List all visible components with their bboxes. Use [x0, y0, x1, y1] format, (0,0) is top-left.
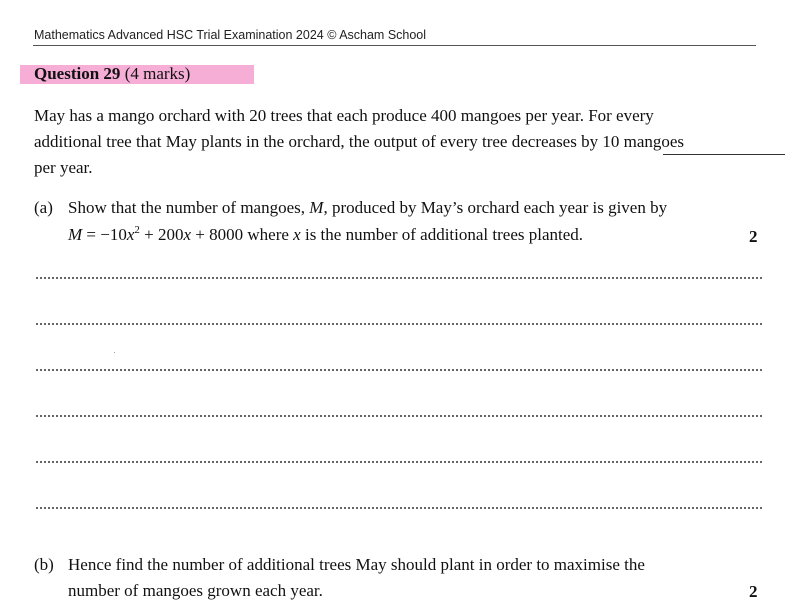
- part-b-line-1: Hence find the number of additional trees May should plant in order to maximise the: [68, 555, 645, 574]
- part-b-label: (b): [34, 555, 54, 574]
- intro-line-2: additional tree that May plants in the orchard, the output of every tree decreases by 10 mangoes: [34, 132, 685, 151]
- scan-speck: [114, 352, 115, 353]
- question-heading: [34, 64, 190, 84]
- answer-line[interactable]: [36, 507, 762, 509]
- part-a-equation: $M = -10x^2 + 200x + 8000$: [68, 224, 244, 244]
- header-rule: [33, 45, 756, 46]
- part-a-line-1: Show that the number of mangoes, M, produced by May’s orchard each year is given by: [68, 198, 668, 217]
- part-a-marks: 2: [749, 227, 758, 246]
- answer-line[interactable]: [36, 323, 762, 325]
- answer-line[interactable]: [36, 461, 762, 463]
- answer-line[interactable]: [36, 277, 762, 279]
- answer-line[interactable]: [36, 415, 762, 417]
- part-b-marks: 2: [749, 582, 758, 601]
- question-marks: (4 marks): [124, 64, 191, 83]
- part-b-line-2: number of mangoes grown each year.: [68, 581, 323, 600]
- exam-header: Mathematics Advanced HSC Trial Examination 2024 © Ascham School: [34, 28, 427, 42]
- part-a-tail: where x is the number of additional trees planted.: [243, 225, 584, 244]
- question-number: Question 29: [34, 64, 121, 83]
- answer-line[interactable]: [36, 369, 762, 371]
- part-a-line-2: [68, 225, 583, 245]
- underline-mark: [663, 154, 785, 155]
- intro-line-3: per year.: [34, 158, 93, 177]
- intro-line-1: May has a mango orchard with 20 trees that each produce 400 mangoes per year. For every: [34, 106, 654, 125]
- part-a-label: (a): [34, 198, 53, 217]
